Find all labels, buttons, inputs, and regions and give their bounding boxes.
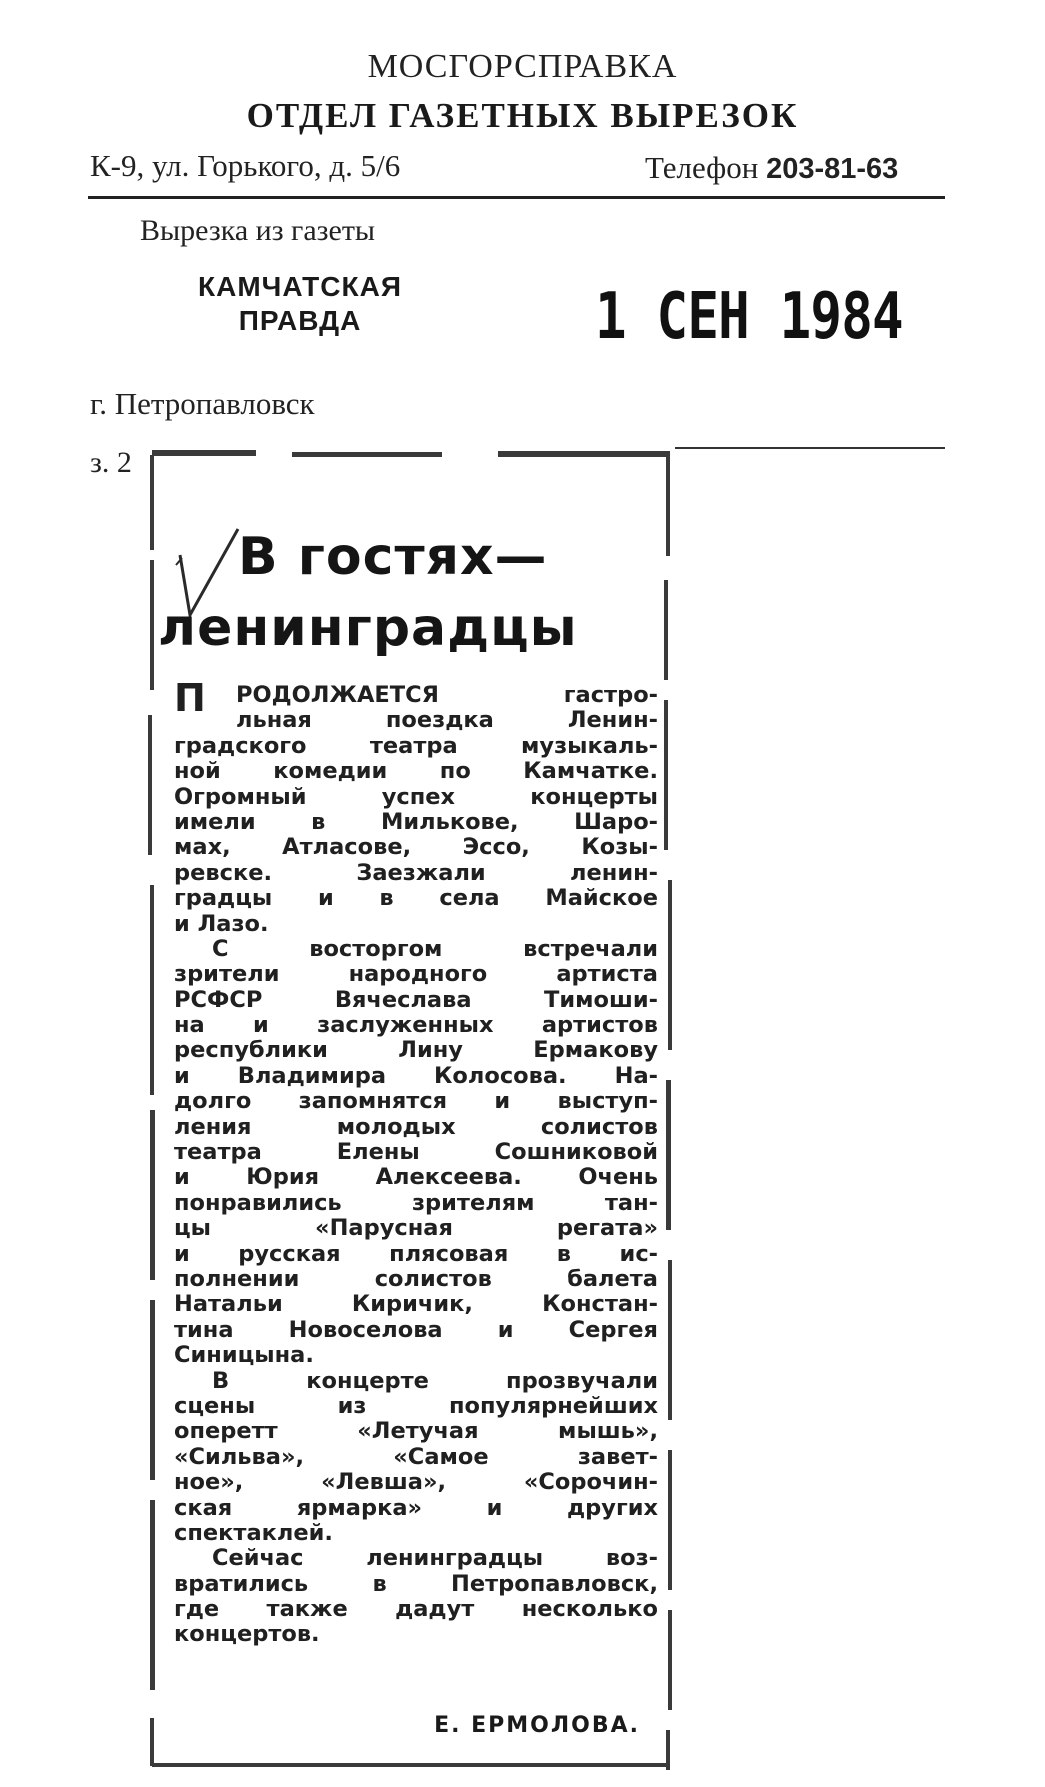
article-line: ное», «Левша», «Сорочин- <box>174 1470 658 1496</box>
article-line: где также дадут несколько <box>174 1597 658 1623</box>
article-line: оперетт «Летучая мышь», <box>174 1419 658 1445</box>
article-line: и Лазо. <box>174 911 269 937</box>
article-dropcap: П <box>174 676 206 720</box>
headline-line2: ленинградцы <box>158 598 578 658</box>
article-line: ления молодых солистов <box>174 1114 658 1140</box>
phone-number: 203-81-63 <box>766 153 899 185</box>
article-line: концертов. <box>174 1622 320 1648</box>
article-line: ной комедии по Камчатке. <box>174 759 658 785</box>
article-line: Натальи Киричик, Констан- <box>174 1292 658 1318</box>
date-stamp: 1 СЕН 1984 <box>595 280 903 354</box>
article-line: зрители народного артиста <box>174 962 658 988</box>
article-line: и русская плясовая в ис- <box>174 1241 658 1267</box>
article-line: РСФСР Вячеслава Тимоши- <box>174 987 658 1013</box>
article-line: ская ярмарка» и других <box>174 1495 658 1521</box>
article-line: долго запомнятся и выступ- <box>174 1089 658 1115</box>
headline-line1: В гостях— <box>238 527 548 587</box>
article-line: вратились в Петропавловск, <box>174 1571 658 1597</box>
article-line: Огромный успех концерты <box>174 784 658 810</box>
article-line: полнении солистов балета <box>174 1266 658 1292</box>
article-line: на и заслуженных артистов <box>174 1013 658 1039</box>
article-line: «Сильва», «Самое завет- <box>174 1444 658 1470</box>
article-line: С восторгом встречали <box>212 936 658 962</box>
article-line: В концерте прозвучали <box>212 1368 658 1394</box>
city-label: г. Петропавловск <box>90 386 315 421</box>
article-line: мах, Атласове, Эссо, Козы- <box>174 835 658 861</box>
article-line: градцы и в села Майское <box>174 886 658 912</box>
article-line: градского театра музыкаль- <box>174 733 658 759</box>
newspaper-title-line2: ПРАВДА <box>238 305 362 336</box>
article-body <box>174 676 658 1648</box>
article-line: понравились зрителям тан- <box>174 1190 658 1216</box>
article-line: сцены из популярнейших <box>174 1393 658 1419</box>
article-line: ревске. Заезжали ленин- <box>174 860 658 886</box>
newspaper-title-line1: КАМЧАТСКАЯ <box>198 271 402 302</box>
phone-label: Телефон <box>645 150 759 185</box>
article-line: театра Елены Сошниковой <box>174 1140 658 1166</box>
article-line: Синицына. <box>174 1343 314 1369</box>
article-line: льная поездка Ленин- <box>236 708 658 734</box>
article-line: цы «Парусная регата» <box>174 1216 658 1242</box>
article-line: Сейчас ленинградцы воз- <box>212 1546 658 1572</box>
agency-name: МОСГОРСПРАВКА <box>367 48 678 85</box>
clipping-label: Вырезка из газеты <box>140 214 376 247</box>
article-line: РОДОЛЖАЕТСЯ гастро- <box>236 683 658 708</box>
article-author: Е. ЕРМОЛОВА. <box>434 1713 640 1738</box>
agency-address: К-9, ул. Горького, д. 5/6 <box>90 148 401 183</box>
article-line: и Юрия Алексеева. Очень <box>174 1165 658 1191</box>
article-line: и Владимира Колосова. На- <box>174 1063 658 1089</box>
article-line: спектаклей. <box>174 1520 333 1546</box>
article-line: имели в Милькове, Шаро- <box>174 809 658 835</box>
article-line: республики Лину Ермакову <box>174 1038 658 1064</box>
article-line: тина Новоселова и Сергея <box>174 1317 658 1343</box>
department-name: ОТДЕЛ ГАЗЕТНЫХ ВЫРЕЗОК <box>246 96 799 135</box>
page-number: з. 2 <box>90 446 132 479</box>
